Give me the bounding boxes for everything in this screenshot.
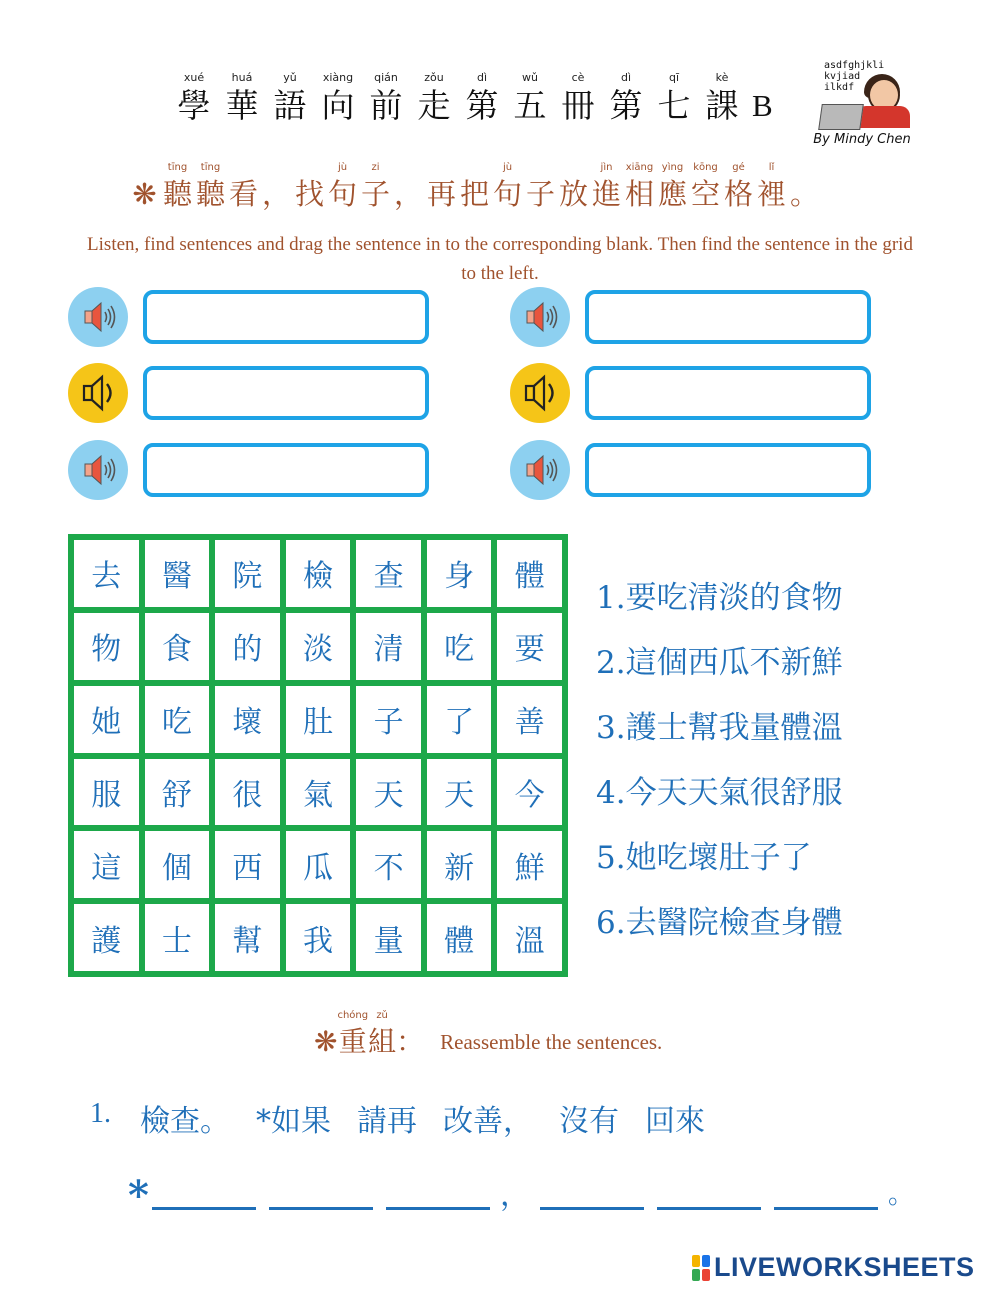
instruction-char [557,160,590,212]
grid-cell[interactable]: 要 [497,613,562,680]
instruction-char [194,160,227,212]
hanzi: 走 [417,86,451,125]
instruction-char [524,160,557,212]
grid-cell[interactable]: 溫 [497,904,562,971]
exercise-number: 1. [90,1098,111,1129]
pinyin: qī [668,71,680,84]
instruction-char [293,160,326,212]
instruction-char [161,160,194,212]
pinyin: cè [571,71,585,84]
grid-cell[interactable]: 清 [356,613,421,680]
title-char [410,70,458,126]
instruction-english: Listen, find sentences and drag the sentence in to the corresponding blank. Then find the sentence in the grid to the left. [87,234,913,284]
page-title [170,70,773,126]
hanzi: 重 [338,1025,367,1058]
grid-cell[interactable]: 食 [145,613,210,680]
answer-drop-box[interactable] [585,366,871,420]
grid-cell[interactable]: 量 [356,904,421,971]
hanzi: 七 [657,86,691,125]
grid-cell[interactable]: 不 [356,831,421,898]
answer-period: 。 [888,1180,915,1210]
speaker-outline-icon[interactable] [510,363,570,423]
pinyin: tīng [167,162,188,173]
grid-cell[interactable]: 身 [427,540,492,607]
hanzi: ： [396,1025,425,1058]
instruction-char [755,160,788,212]
title-char [602,70,650,126]
icon-square [702,1255,710,1267]
sentence-item: 3.護士幫我量體溫 [596,710,843,746]
logo-body [856,106,910,128]
word-tile[interactable]: 請再 [357,1104,417,1139]
hanzi: 向 [321,86,355,125]
sentence-list [596,575,843,965]
instruction-char [458,160,491,212]
instruction-char [260,160,293,212]
sentence-item: 4.今天天氣很舒服 [596,775,843,811]
reassemble-char [337,1008,368,1060]
hanzi: 相 [624,177,654,211]
pinyin: gé [732,162,745,173]
answer-blank-4[interactable] [540,1207,644,1210]
answer-blank-2[interactable] [269,1207,373,1210]
grid-cell[interactable]: 肚 [286,686,351,753]
title-char [458,70,506,126]
hanzi: 句 [492,177,522,211]
grid-cell[interactable]: 鮮 [497,831,562,898]
grid-cell[interactable]: 服 [74,759,139,826]
hanzi: 看 [228,177,258,211]
hanzi: 應 [657,177,687,211]
grid-cell[interactable]: 了 [427,686,492,753]
grid-cell[interactable]: 護 [74,904,139,971]
word-tile[interactable]: 沒有 [559,1104,619,1139]
liveworksheets-logo [692,1252,975,1283]
title-char [698,70,746,126]
hanzi: 第 [609,86,643,125]
instruction-char [623,160,656,212]
liveworksheets-icon [692,1255,710,1281]
reassemble-char [314,1008,337,1060]
title-char [266,70,314,126]
liveworksheets-brand: LIVEWORKSHEETS [714,1252,975,1282]
title-char [554,70,602,126]
word-tile[interactable]: *如果 [256,1104,331,1139]
hanzi: 前 [369,86,403,125]
pinyin: qián [374,71,398,84]
hanzi: 放 [558,177,588,211]
grid-cell[interactable]: 我 [286,904,351,971]
grid-cell[interactable]: 檢 [286,540,351,607]
hanzi: 聽 [162,177,192,211]
pinyin: yìng [661,162,684,173]
pinyin: dì [620,71,632,84]
hanzi: 冊 [561,86,595,125]
answer-drop-box[interactable] [143,290,429,344]
logo-letter-line: asdfghjkli [824,60,885,71]
exercise-word-bank [140,1096,731,1140]
pinyin: zǒu [424,71,444,84]
answer-drop-box[interactable] [143,443,429,497]
pinyin: xiāng [625,162,654,173]
grid-cell[interactable]: 體 [497,540,562,607]
grid-cell[interactable]: 士 [145,904,210,971]
grid-cell[interactable]: 壞 [215,686,280,753]
author-logo [812,56,932,151]
sentence-item: 1.要吃清淡的食物 [596,580,843,616]
answer-star: * [128,1172,149,1219]
hanzi: 組 [368,1025,397,1058]
grid-cell[interactable]: 天 [356,759,421,826]
speaker-icon[interactable] [510,440,570,500]
pinyin: zǔ [376,1010,388,1021]
hanzi: ， [261,177,291,211]
sentence-item: 5.她吃壞肚子了 [596,840,812,876]
grid-cell[interactable]: 善 [497,686,562,753]
laptop-icon [818,104,864,130]
grid-cell[interactable]: 幫 [215,904,280,971]
grid-cell[interactable]: 西 [215,831,280,898]
reassemble-char [368,1008,396,1060]
sentence-item: 2.這個西瓜不新鮮 [596,645,843,681]
speaker-icon[interactable] [510,287,570,347]
grid-cell[interactable]: 這 [74,831,139,898]
pinyin: chóng [337,1010,369,1021]
speaker-icon[interactable] [68,440,128,500]
hanzi: 把 [459,177,489,211]
instruction-char [425,160,458,212]
title-char [314,70,362,126]
grid-cell[interactable]: 物 [74,613,139,680]
pinyin: wǔ [522,71,538,84]
grid-cell[interactable]: 舒 [145,759,210,826]
hanzi: 聽 [195,177,225,211]
answer-blank-5[interactable] [657,1207,761,1210]
pinyin: xué [183,71,205,84]
reassemble-title [314,1008,424,1060]
grid-cell[interactable]: 子 [356,686,421,753]
hanzi: 課 [705,86,739,125]
grid-cell[interactable]: 今 [497,759,562,826]
instruction-char [128,160,161,212]
grid-cell[interactable]: 新 [427,831,492,898]
grid-cell[interactable]: 她 [74,686,139,753]
title-suffix: B [752,88,773,123]
title-char [506,70,554,126]
hanzi: 子 [525,177,555,211]
speaker-outline-icon[interactable] [68,363,128,423]
hanzi: 子 [360,177,390,211]
hanzi: 再 [426,177,456,211]
hanzi: 空 [690,177,720,211]
speaker-icon[interactable] [68,287,128,347]
reassemble-char [396,1008,424,1060]
instruction-char [590,160,623,212]
hanzi: ❋ [132,177,157,211]
answer-blank-1[interactable] [152,1207,256,1210]
pinyin: dì [476,71,488,84]
instruction-char [392,160,425,212]
pinyin: zi [371,162,380,173]
grid-cell[interactable]: 個 [145,831,210,898]
pinyin: jù [502,162,513,173]
instruction-char [491,160,524,212]
instruction-char [656,160,689,212]
hanzi: 五 [513,86,547,125]
title-char [362,70,410,126]
hanzi: 句 [327,177,357,211]
pinyin: jìn [600,162,613,173]
answer-blank-3[interactable] [386,1207,490,1210]
instruction-char [227,160,260,212]
pinyin: kōng [693,162,718,173]
answer-drop-box[interactable] [143,366,429,420]
hanzi: 華 [225,86,259,125]
pinyin: kè [715,71,729,84]
pinyin: huá [231,71,253,84]
grid-cell[interactable]: 醫 [145,540,210,607]
logo-letter-line: ilkdf [824,82,855,93]
answer-blank-6[interactable] [774,1207,878,1210]
grid-cell[interactable]: 吃 [427,613,492,680]
hanzi: 找 [294,177,324,211]
pinyin: lǐ [768,162,775,173]
instruction-char [788,160,821,212]
grid-cell[interactable]: 的 [215,613,280,680]
grid-cell[interactable]: 院 [215,540,280,607]
logo-letter-line: kvjiad [824,71,861,82]
title-char [218,70,266,126]
hanzi: 進 [591,177,621,211]
hanzi: ❋ [314,1025,338,1058]
grid-cell[interactable]: 去 [74,540,139,607]
word-tile[interactable]: 回來 [645,1104,705,1139]
pinyin: tīng [200,162,221,173]
hanzi: 學 [177,86,211,125]
instruction-heading [128,160,821,212]
grid-cell[interactable]: 體 [427,904,492,971]
answer-drop-box[interactable] [585,443,871,497]
grid-cell[interactable]: 瓜 [286,831,351,898]
hanzi: 格 [723,177,753,211]
grid-cell[interactable]: 淡 [286,613,351,680]
word-search-grid [68,534,568,977]
author-signature: By Mindy Chen [813,132,911,147]
hanzi: 。 [789,177,819,211]
pinyin: yǔ [283,71,297,84]
icon-square [702,1269,710,1281]
hanzi: ， [393,177,423,211]
grid-cell[interactable]: 查 [356,540,421,607]
hanzi: 裡 [756,177,786,211]
grid-cell[interactable]: 很 [215,759,280,826]
title-char [650,70,698,126]
reassemble-english: Reassemble the sentences. [440,1030,663,1054]
instruction-char [722,160,755,212]
sentence-item: 6.去醫院檢查身體 [596,905,843,941]
word-tile[interactable]: 檢查。 [140,1104,230,1139]
icon-square [692,1255,700,1267]
pinyin: jù [337,162,348,173]
reassemble-heading [314,1008,662,1060]
hanzi: 第 [465,86,499,125]
instruction-char [689,160,722,212]
hanzi: 語 [273,86,307,125]
answer-comma: ， [500,1178,530,1213]
grid-cell[interactable]: 吃 [145,686,210,753]
grid-cell[interactable]: 氣 [286,759,351,826]
pinyin: xiàng [322,71,354,84]
instruction-char [326,160,359,212]
answer-drop-box[interactable] [585,290,871,344]
grid-cell[interactable]: 天 [427,759,492,826]
word-tile[interactable]: 改善， [443,1104,533,1139]
title-char [170,70,218,126]
instruction-char [359,160,392,212]
icon-square [692,1269,700,1281]
